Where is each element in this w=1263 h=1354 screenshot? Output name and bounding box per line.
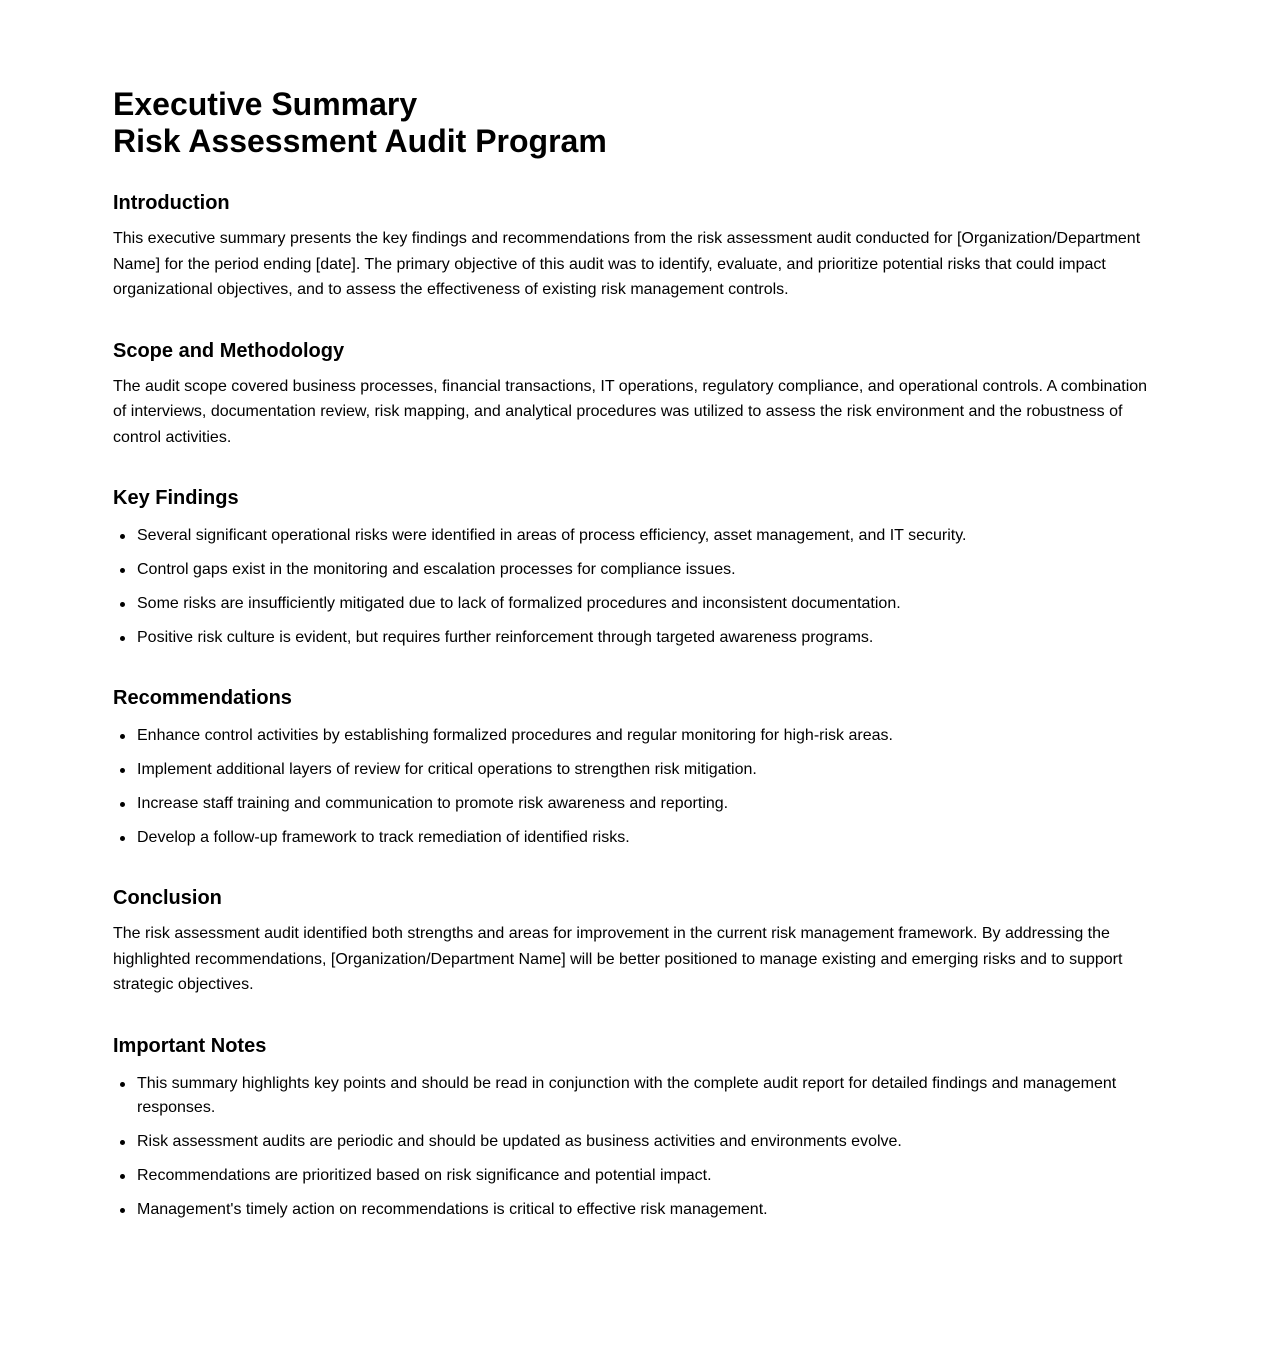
list-item: This summary highlights key points and should be read in conjunction with the complete audit report for detailed findings and management responses. xyxy=(137,1072,1150,1120)
list-item: Several significant operational risks were identified in areas of process efficiency, asset management, and IT security. xyxy=(137,524,1150,548)
title-line-1: Executive Summary xyxy=(113,86,418,122)
conclusion-text: The risk assessment audit identified both strengths and areas for improvement in the current risk management framework. By addressing the highlighted recommendations, [Organization/Department Name] will be better positioned to manage existing and emerging risks and to support strategic objectives. xyxy=(113,925,1123,993)
list-item: Enhance control activities by establishing formalized procedures and regular monitoring for high-risk areas. xyxy=(137,724,1150,748)
important-notes-heading: Important Notes xyxy=(113,1034,267,1057)
title-line-2: Risk Assessment Audit Program xyxy=(113,123,607,159)
recommendations-section xyxy=(113,685,1150,850)
key-findings-heading: Key Findings xyxy=(113,487,239,509)
list-item: Develop a follow-up framework to track remediation of identified risks. xyxy=(137,826,1150,850)
list-item: Positive risk culture is evident, but requires further reinforcement through targeted awareness programs. xyxy=(137,626,1150,650)
conclusion-heading: Conclusion xyxy=(113,887,222,909)
list-item: Recommendations are prioritized based on risk significance and potential impact. xyxy=(137,1164,1150,1188)
list-item: Risk assessment audits are periodic and should be updated as business activities and environments evolve. xyxy=(137,1130,1150,1154)
introduction-section xyxy=(113,190,1150,303)
important-notes-list xyxy=(113,1072,1150,1222)
key-findings-section xyxy=(113,485,1150,650)
important-notes-section xyxy=(113,1033,1150,1222)
list-item: Some risks are insufficiently mitigated due to lack of formalized procedures and inconsistent documentation. xyxy=(137,592,1150,616)
list-item: Management's timely action on recommendations is critical to effective risk management. xyxy=(137,1198,1150,1222)
list-item: Increase staff training and communication to promote risk awareness and reporting. xyxy=(137,792,1150,816)
recommendations-heading: Recommendations xyxy=(113,687,292,709)
conclusion-section xyxy=(113,885,1150,998)
introduction-heading: Introduction xyxy=(113,192,230,214)
scope-heading: Scope and Methodology xyxy=(113,339,345,362)
list-item: Control gaps exist in the monitoring and escalation processes for compliance issues. xyxy=(137,558,1150,582)
scope-text: The audit scope covered business processes, financial transactions, IT operations, regulatory compliance, and operational controls. A combination of interviews, documentation review, risk mapping, and analytical procedures was utilized to assess the risk environment and the robustness of control activities. xyxy=(113,377,1148,446)
key-findings-list xyxy=(113,524,1150,650)
document-title xyxy=(113,86,1150,160)
scope-section xyxy=(113,338,1150,451)
list-item: Implement additional layers of review for critical operations to strengthen risk mitigation. xyxy=(137,758,1150,782)
recommendations-list xyxy=(113,724,1150,850)
introduction-text: This executive summary presents the key findings and recommendations from the risk assessment audit conducted for [Organization/Department Name] for the period ending [date]. The primary objective of this audit was to identify, evaluate, and prioritize potential risks that could impact organizational objectives, and to assess the effectiveness of existing risk management controls. xyxy=(113,230,1141,298)
